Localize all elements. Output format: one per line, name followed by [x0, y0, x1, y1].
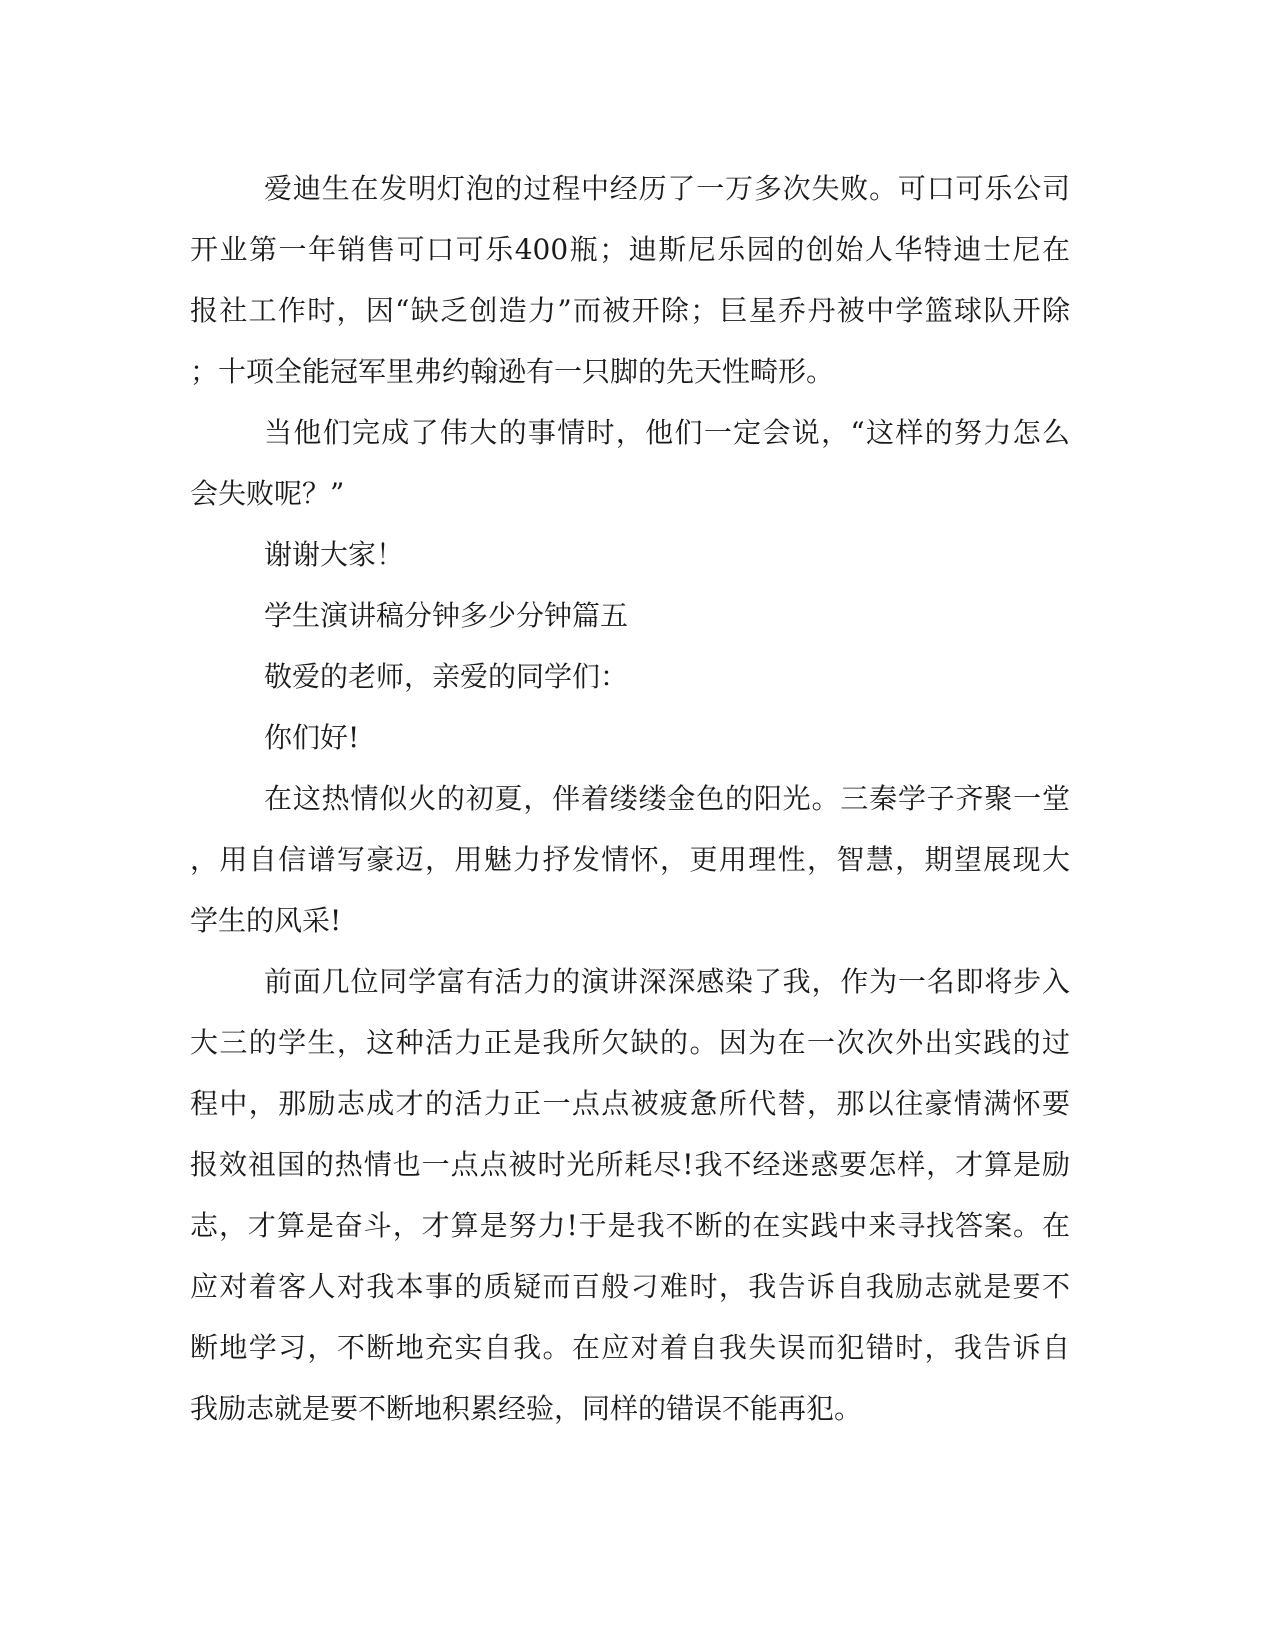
greeting-line: 你们好!	[264, 721, 360, 754]
paragraph-line: 我励志就是要不断地积累经验，同样的错误不能再犯。	[190, 1392, 863, 1425]
paragraph-line: 报效祖国的热情也一点点被时光所耗尽!我不经迷惑要怎样，才算是励	[190, 1148, 1070, 1181]
salutation-line: 敬爱的老师，亲爱的同学们：	[264, 660, 629, 693]
document-body	[190, 158, 1070, 1439]
paragraph-line: 开业第一年销售可口可乐400瓶；迪斯尼乐园的创始人华特迪士尼在	[190, 233, 1070, 266]
paragraph-line: ；十项全能冠军里弗约翰逊有一只脚的先天性畸形。	[190, 355, 835, 388]
paragraph-line: 断地学习，不断地充实自我。在应对着自我失误而犯错时，我告诉自	[190, 1331, 1070, 1364]
paragraph-line: 报社工作时，因“缺乏创造力”而被开除；巨星乔丹被中学篮球队开除	[190, 294, 1070, 327]
paragraph-line: 在这热情似火的初夏，伴着缕缕金色的阳光。三秦学子齐聚一堂	[264, 782, 1070, 815]
paragraph-line: 学生的风采!	[190, 904, 342, 937]
paragraph-line: 志，才算是奋斗，才算是努力!于是我不断的在实践中来寻找答案。在	[190, 1209, 1070, 1242]
paragraph-line: 爱迪生在发明灯泡的过程中经历了一万多次失败。可口可乐公司	[264, 172, 1070, 205]
section-heading: 学生演讲稿分钟多少分钟篇五	[264, 599, 629, 632]
paragraph-line: 前面几位同学富有活力的演讲深深感染了我，作为一名即将步入	[264, 965, 1070, 998]
paragraph-line: ，用自信谱写豪迈，用魅力抒发情怀，更用理性，智慧，期望展现大	[190, 843, 1070, 876]
paragraph-line: 程中，那励志成才的活力正一点点被疲惫所代替，那以往豪情满怀要	[190, 1087, 1070, 1120]
paragraph-line: 会失败呢？”	[190, 477, 345, 510]
paragraph-line: 当他们完成了伟大的事情时，他们一定会说，“这样的努力怎么	[264, 416, 1070, 449]
closing-line: 谢谢大家！	[264, 538, 405, 571]
paragraph-line: 大三的学生，这种活力正是我所欠缺的。因为在一次次外出实践的过	[190, 1026, 1070, 1059]
paragraph-line: 应对着客人对我本事的质疑而百般刁难时，我告诉自我励志就是要不	[190, 1270, 1070, 1303]
